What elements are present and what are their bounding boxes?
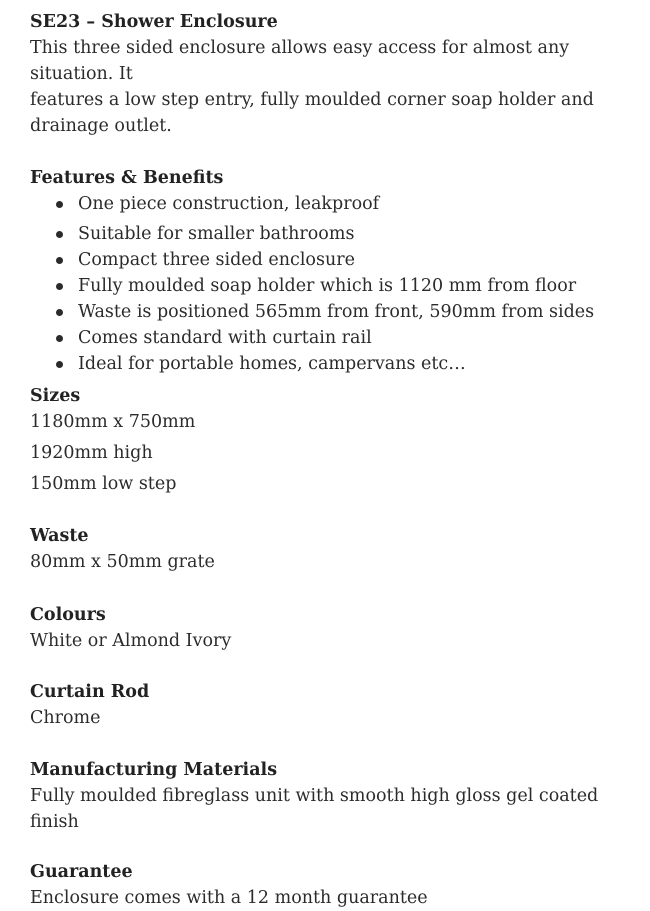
guarantee-value: Enclosure comes with a 12 month guarantee	[30, 888, 428, 908]
feature-text: Suitable for smaller bathrooms	[78, 224, 355, 244]
materials-value: Fully moulded fibreglass unit with smooth high gloss gel coated finish	[30, 786, 599, 832]
bullet-icon	[56, 201, 63, 208]
list-item	[30, 221, 620, 247]
waste-value: 80mm x 50mm grate	[30, 552, 215, 572]
guarantee-heading: Guarantee	[30, 862, 133, 882]
curtain-rod-heading: Curtain Rod	[30, 682, 150, 702]
features-list	[30, 191, 620, 377]
size-item: 1180mm x 750mm	[30, 412, 196, 432]
list-item	[30, 191, 620, 221]
feature-text: Fully moulded soap holder which is 1120 mm from floor	[78, 276, 577, 296]
feature-text: Ideal for portable homes, campervans etc…	[78, 354, 466, 374]
feature-text: One piece construction, leakproof	[78, 194, 380, 214]
feature-text: Waste is positioned 565mm from front, 590mm from sides	[78, 302, 595, 322]
feature-text: Compact three sided enclosure	[78, 250, 355, 270]
bullet-icon	[56, 309, 63, 316]
colours-value: White or Almond Ivory	[30, 631, 232, 651]
size-item: 1920mm high	[30, 443, 153, 463]
bullet-icon	[56, 335, 63, 342]
intro-line-1: This three sided enclosure allows easy access for almost any situation. It	[30, 38, 570, 84]
bullet-icon	[56, 231, 63, 238]
feature-text: Comes standard with curtain rail	[78, 328, 372, 348]
list-item	[30, 273, 620, 299]
list-item	[30, 247, 620, 273]
intro-line-3: drainage outlet.	[30, 116, 172, 136]
features-heading: Features & Benefits	[30, 168, 224, 188]
list-item	[30, 351, 620, 377]
product-title: SE23 – Shower Enclosure	[30, 12, 278, 32]
size-item: 150mm low step	[30, 474, 177, 494]
bullet-icon	[56, 283, 63, 290]
intro-line-2: features a low step entry, fully moulded corner soap holder and	[30, 90, 594, 110]
bullet-icon	[56, 361, 63, 368]
list-item	[30, 325, 620, 351]
list-item	[30, 299, 620, 325]
curtain-rod-value: Chrome	[30, 708, 101, 728]
waste-heading: Waste	[30, 526, 89, 546]
sizes-heading: Sizes	[30, 386, 81, 406]
materials-heading: Manufacturing Materials	[30, 760, 278, 780]
bullet-icon	[56, 257, 63, 264]
colours-heading: Colours	[30, 605, 106, 625]
